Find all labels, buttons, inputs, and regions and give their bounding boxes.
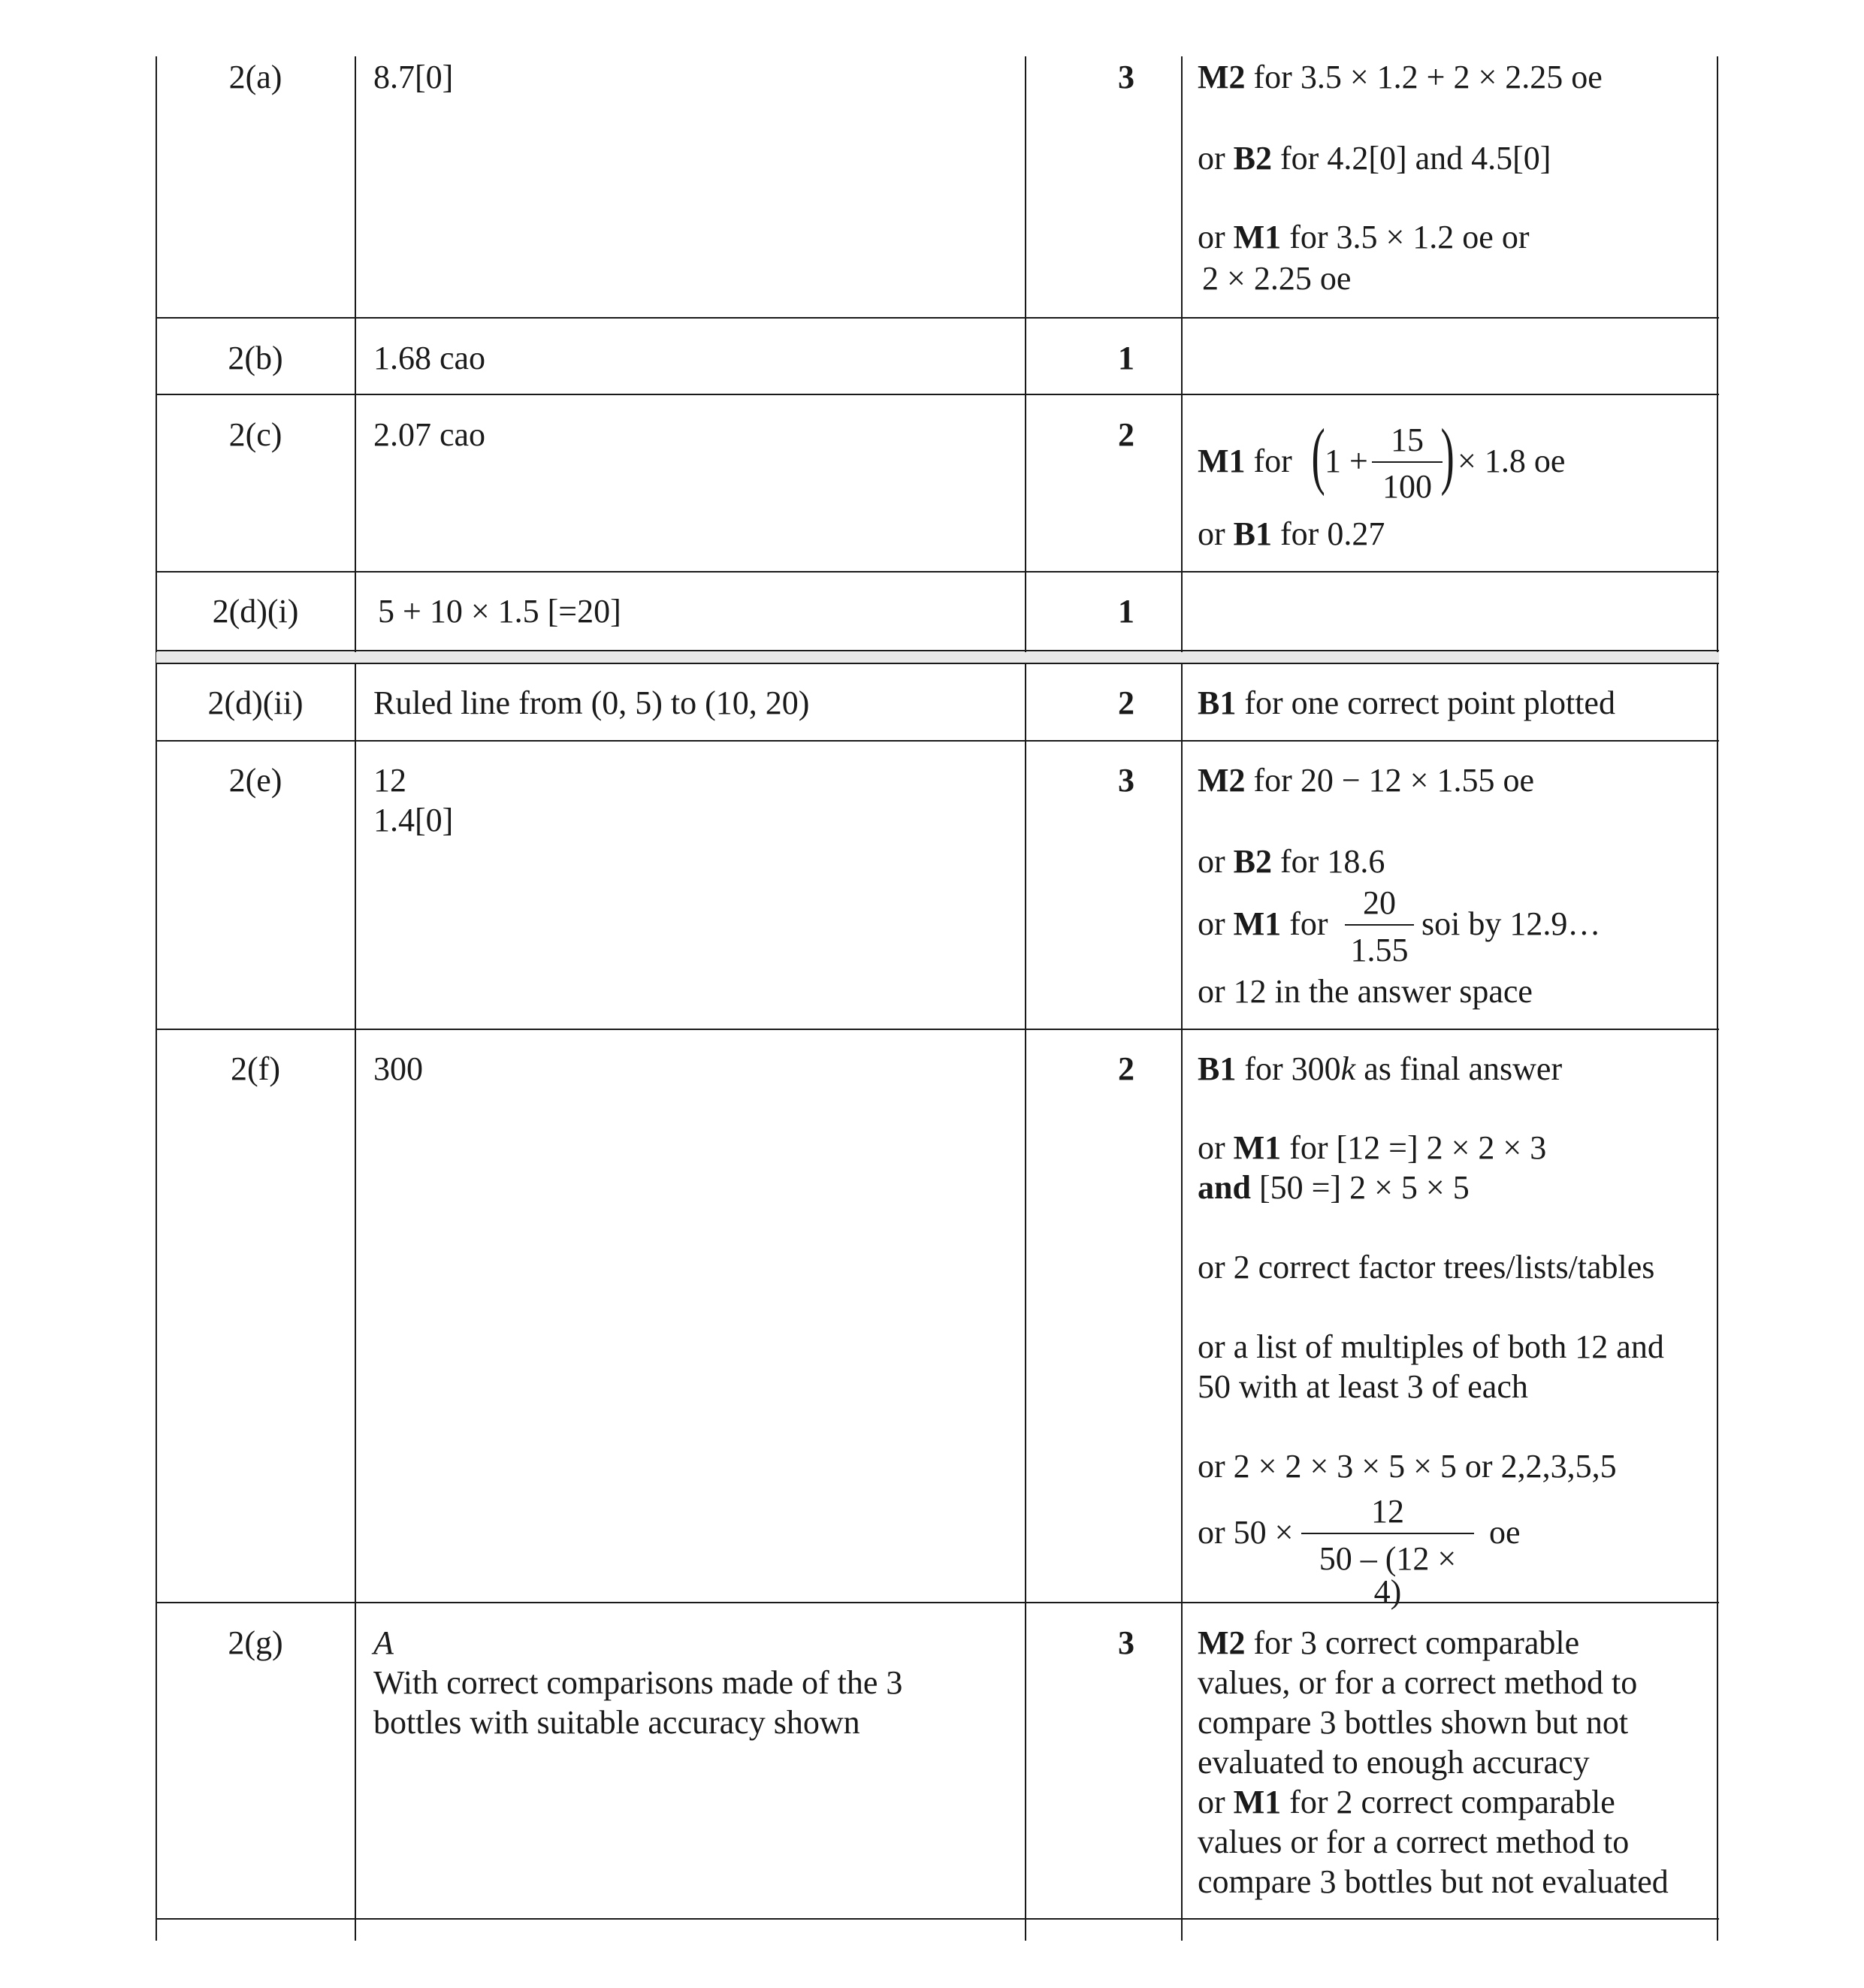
row-divider — [156, 1029, 1719, 1030]
guidance-text: [50 =] 2 × 5 × 5 — [1250, 1169, 1470, 1206]
row-divider — [156, 663, 1719, 664]
expression-text: 1 + — [1325, 443, 1368, 479]
row-divider — [156, 740, 1719, 742]
guidance-prefix: or — [1198, 219, 1234, 255]
expression-text: soi by 12.9… — [1421, 905, 1601, 942]
mark-code: and — [1198, 1169, 1251, 1206]
row-divider — [156, 394, 1719, 395]
guidance-text: for one correct point plotted — [1236, 684, 1615, 721]
row-divider — [156, 317, 1719, 319]
guidance-line: or 12 in the answer space — [1198, 973, 1533, 1010]
guidance-text: for — [1245, 443, 1292, 479]
marks-value: 3 — [1118, 1624, 1134, 1661]
mark-code: M1 — [1233, 219, 1282, 255]
question-number: 2(d)(i) — [212, 593, 299, 630]
answer-text: 1.68 cao — [373, 340, 486, 376]
guidance-text: for 2 correct comparable — [1281, 1784, 1615, 1820]
mark-code: M1 — [1233, 1129, 1282, 1166]
guidance-line: values, or for a correct method to — [1198, 1664, 1638, 1701]
fraction-bar — [1301, 1533, 1474, 1534]
question-number: 2(b) — [228, 340, 283, 376]
mark-code: M2 — [1198, 762, 1246, 799]
mark-code: M1 — [1233, 1784, 1282, 1820]
close-bracket: ) — [1440, 413, 1455, 497]
question-number: 2(g) — [228, 1624, 283, 1661]
fraction-denominator: 100 — [1382, 468, 1432, 505]
guidance-line — [1198, 760, 1534, 800]
guidance-line — [1198, 904, 1328, 944]
open-bracket: ( — [1311, 413, 1325, 497]
column-divider-question — [355, 56, 356, 1941]
guidance-text: for [12 =] 2 × 2 × 3 — [1281, 1129, 1547, 1166]
guidance-text: for 20 − 12 × 1.55 oe — [1245, 762, 1534, 799]
guidance-line — [1198, 441, 1292, 481]
guidance-prefix: or — [1198, 1784, 1234, 1820]
marks-value: 2 — [1118, 1050, 1134, 1087]
guidance-text: for 18.6 — [1272, 843, 1385, 880]
guidance-text: for 3 correct comparable — [1245, 1624, 1580, 1661]
marks-value: 2 — [1118, 416, 1134, 453]
guidance-line — [1198, 1623, 1579, 1663]
answer-text: 5 + 10 × 1.5 [=20] — [378, 593, 621, 630]
guidance-prefix: or — [1198, 905, 1234, 942]
guidance-text: for 3.5 × 1.2 oe or — [1281, 219, 1530, 255]
guidance-line — [1198, 57, 1603, 97]
guidance-line — [1198, 138, 1551, 178]
marks-value: 2 — [1118, 684, 1134, 721]
answer-text: 1.4[0] — [373, 802, 454, 838]
guidance-prefix: or — [1198, 515, 1234, 552]
mark-code: B2 — [1233, 843, 1273, 880]
marks-value: 1 — [1118, 593, 1134, 630]
mark-code: B1 — [1233, 515, 1273, 552]
answer-text: bottles with suitable accuracy shown — [373, 1704, 860, 1741]
column-divider-answer — [1025, 56, 1026, 1941]
page-break-band — [156, 652, 1719, 663]
mark-code: M2 — [1198, 1624, 1246, 1661]
guidance-text: for 0.27 — [1272, 515, 1385, 552]
marks-value: 3 — [1118, 762, 1134, 799]
question-number: 2(a) — [228, 59, 282, 95]
guidance-prefix: or — [1198, 1129, 1234, 1166]
row-divider — [156, 1918, 1719, 1920]
question-number: 2(d)(ii) — [207, 684, 304, 721]
expression-text: oe — [1489, 1514, 1521, 1551]
guidance-text: for 3.5 × 1.2 + 2 × 2.25 oe — [1245, 59, 1603, 95]
mark-code: B1 — [1198, 684, 1237, 721]
marks-value: 1 — [1118, 340, 1134, 376]
question-number: 2(f) — [231, 1050, 280, 1087]
mark-code: B2 — [1233, 140, 1273, 177]
guidance-line — [1198, 683, 1615, 723]
guidance-prefix: or — [1198, 843, 1234, 880]
guidance-line: or 2 × 2 × 3 × 5 × 5 or 2,2,3,5,5 — [1198, 1448, 1617, 1485]
guidance-line: compare 3 bottles shown but not — [1198, 1704, 1629, 1741]
mark-code: M1 — [1198, 443, 1246, 479]
row-divider — [156, 650, 1719, 651]
guidance-line — [1198, 217, 1530, 257]
guidance-line: or a list of multiples of both 12 and — [1198, 1328, 1664, 1365]
answer-text: Ruled line from (0, 5) to (10, 20) — [373, 684, 810, 721]
guidance-text: for — [1281, 905, 1328, 942]
column-divider-marks — [1181, 56, 1183, 1941]
guidance-line — [1198, 1049, 1562, 1089]
guidance-line: compare 3 bottles but not evaluated — [1198, 1863, 1669, 1900]
guidance-line: or 2 correct factor trees/lists/tables — [1198, 1249, 1655, 1286]
fraction-bar — [1345, 924, 1414, 926]
guidance-text: as final answer — [1355, 1050, 1563, 1087]
guidance-line — [1198, 1128, 1546, 1168]
guidance-prefix: or — [1198, 140, 1234, 177]
question-number: 2(e) — [228, 762, 282, 799]
answer-text: 8.7[0] — [373, 59, 454, 95]
fraction-numerator: 20 — [1363, 884, 1396, 921]
guidance-line — [1198, 1782, 1615, 1822]
guidance-line: values or for a correct method to — [1198, 1823, 1630, 1860]
answer-text: A — [373, 1624, 394, 1661]
guidance-line: 2 × 2.25 oe — [1202, 260, 1352, 297]
mark-code: B1 — [1198, 1050, 1237, 1087]
answer-text: 12 — [373, 762, 406, 799]
guidance-line — [1198, 841, 1385, 881]
table-border-right — [1717, 56, 1718, 1941]
fraction-numerator: 12 — [1371, 1493, 1404, 1530]
guidance-line — [1198, 514, 1385, 554]
guidance-line: or 50 × — [1198, 1514, 1294, 1551]
question-number: 2(c) — [228, 416, 282, 453]
variable-k: k — [1340, 1050, 1356, 1087]
fraction-bar — [1372, 461, 1443, 463]
guidance-text: for 4.2[0] and 4.5[0] — [1272, 140, 1551, 177]
fraction-denominator: 1.55 — [1350, 932, 1409, 968]
row-divider — [156, 1602, 1719, 1603]
guidance-line: 50 with at least 3 of each — [1198, 1368, 1528, 1405]
answer-text: With correct comparisons made of the 3 — [373, 1664, 903, 1701]
answer-text: 2.07 cao — [373, 416, 486, 453]
fraction-numerator: 15 — [1391, 421, 1424, 458]
mark-code: M2 — [1198, 59, 1246, 95]
guidance-text: for 300 — [1236, 1050, 1341, 1087]
row-divider — [156, 571, 1719, 573]
fraction-denominator: 50 – (12 × 4) — [1319, 1540, 1457, 1610]
marks-value: 3 — [1118, 59, 1134, 95]
guidance-line — [1198, 1168, 1470, 1207]
answer-text: 300 — [373, 1050, 423, 1087]
expression-text: × 1.8 oe — [1458, 443, 1566, 479]
mark-code: M1 — [1233, 905, 1282, 942]
guidance-line: evaluated to enough accuracy — [1198, 1744, 1590, 1781]
